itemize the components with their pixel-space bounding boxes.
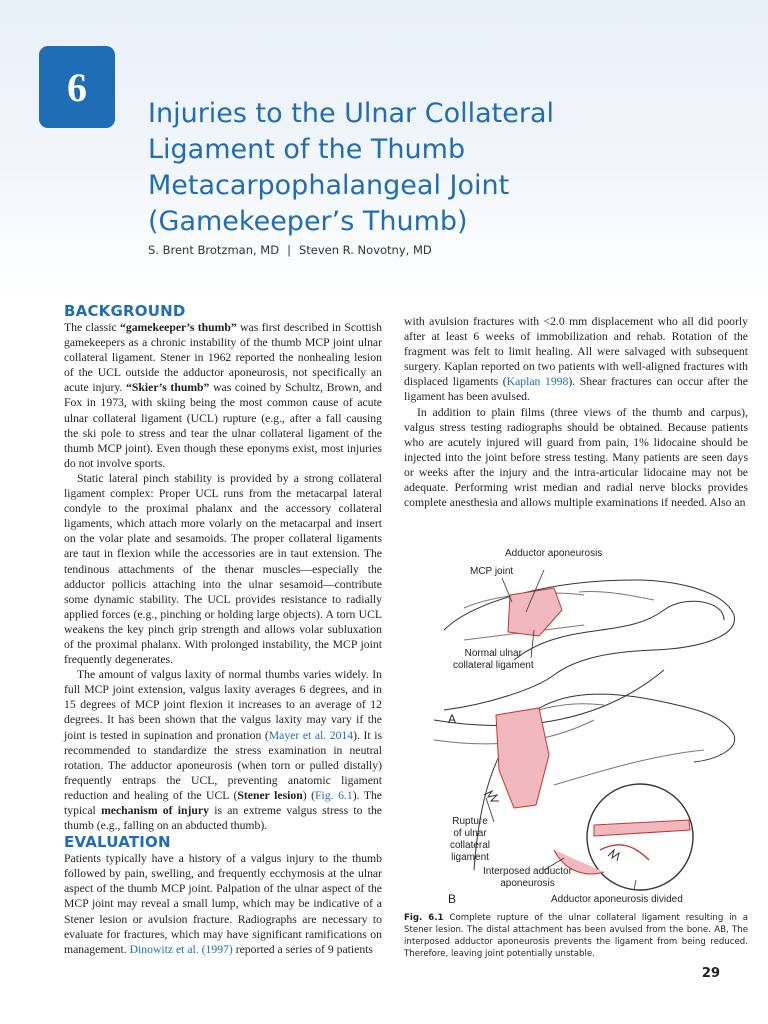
text-run: is an extreme valgus stress to the thumb (e.g., falling on an abducted thumb). — [64, 804, 382, 833]
bold-term: Stener lesion — [237, 788, 303, 802]
chapter-title-line: (Gamekeeper’s Thumb) — [148, 206, 468, 237]
paragraph — [404, 314, 748, 405]
author-name: S. Brent Brotzman, MD — [148, 243, 280, 257]
bold-term: “Skier’s thumb” — [126, 381, 210, 395]
paragraph — [64, 667, 382, 833]
text-run: The amount of valgus laxity of normal thumbs varies widely. In full MCP joint extension, valgus laxity averages 6 degrees, and in 15 degrees of MCP joint flexion it increases to an average of 12 degrees. It has been shown that the valgus laxity may vary if the joint is tested in supination and pronation ( — [64, 668, 382, 742]
section-heading-background: BACKGROUND — [64, 302, 186, 320]
ulnar-collateral-ligament-b — [496, 708, 549, 808]
text-run: with avulsion fractures with <2.0 mm displacement who all did poorly after at least 6 weeks of immobilization and rehab. Rotation of the fragment was felt to limit healing. All were salvaged with subsequent surgery. Kaplan reported on two patients with well-aligned fractures with displaced ligaments ( — [404, 315, 748, 389]
label-mcp-joint: MCP joint — [470, 566, 514, 577]
bone-line-b — [554, 750, 704, 785]
bold-term: mechanism of injury — [101, 804, 209, 817]
text-run: Patients typically have a history of a valgus injury to the thumb followed by pain, swelling, and frequently ecchymosis at the ulnar aspect of the thumb MCP joint. Palpation of the ulnar aspect of the MCP joint may reveal a small lump, which may be indicative of a Stener lesion or avulsion fracture. Radiographs are necessary to evaluate for fractures, which may have significant ramifications on management. — [64, 852, 382, 956]
label-interposed-aponeurosis: Interposed adductor aponeurosis — [483, 866, 572, 889]
chapter-title-line: Metacarpophalangeal Joint — [148, 170, 510, 201]
thumb-outline-a — [444, 580, 734, 710]
text-run: ). Shear fractures can occur after the ligament has been avulsed. — [404, 375, 748, 404]
text-run: The classic — [64, 321, 121, 334]
author-name: Steven R. Novotny, MD — [298, 243, 432, 257]
inset-magnification-circle — [587, 784, 693, 890]
paragraph — [64, 320, 382, 471]
paragraph: In addition to plain films (three views of the thumb and carpus), valgus stress testing radiographs should be obtained. Because patients who are acutely injured will guard from pain, 1% lidocaine should be injected into the joint before stress testing. Many patients are seen days or weeks after the injury and the intra-articular lidocaine may not be adequate. Performing wrist median and radial nerve blocks provides complete anesthesia and allows multiple examinations if needed. Also an — [404, 405, 748, 510]
text-run: ). It is recommended to standardize the stress examination in neutral rotation. The adductor aponeurosis (when torn or pulled distally) frequently entraps the UCL, preventing anatomic ligament reduction and healing of the UCL ( — [64, 728, 382, 802]
label-adductor-aponeurosis: Adductor aponeurosis — [505, 548, 603, 559]
figure-link[interactable]: Fig. 6.1 — [315, 788, 353, 802]
paragraph: Static lateral pinch stability is provided by a strong collateral ligament complex: Proper UCL runs from the metacarpal lateral condyle to the proximal phalanx and the accessory collateral ligaments, which attach more volarly on the metacarpal and insert on the volar plate and sesamoids. The proper collateral ligaments are taut in flexion while the accessories are in taut extension. The tendinous attachments of the thenar muscles—especially the adductor pollicis attaching into the ulnar sesamoid—contribute some dynamic stability. The UCL provides resistance to radially applied forces (e.g., pinching or holding large objects). A torn UCL weakens the key pinch grip strength and allows volar subluxation of the proximal phalanx. With prolonged instability, the MCP joint frequently degenerates. — [64, 471, 382, 667]
bone-line-a — [579, 592, 654, 600]
page-number: 29 — [701, 966, 720, 981]
panel-label-b: B — [448, 892, 457, 906]
bold-term: “gamekeeper’s thumb” — [120, 321, 237, 334]
chapter-title-line: Injuries to the Ulnar Collateral — [148, 98, 555, 129]
section-heading-evaluation: EVALUATION — [64, 833, 171, 852]
chapter-title-line: Ligament of the Thumb — [148, 134, 466, 165]
citation-link[interactable]: Kaplan 1998 — [506, 375, 569, 389]
author-separator: | — [287, 243, 291, 257]
text-run: ). The typical — [64, 788, 382, 817]
right-column — [404, 314, 748, 510]
citation-link[interactable]: Dinowitz et al. (1997) — [129, 942, 233, 956]
chapter-number-badge: 6 — [39, 46, 115, 128]
caption-label: Fig. 6.1 — [404, 913, 444, 923]
label-aponeurosis-divided: Adductor aponeurosis divided — [551, 894, 683, 905]
paragraph — [64, 851, 382, 957]
figure-6-1 — [404, 540, 748, 908]
citation-link[interactable]: Mayer et al. 2014 — [268, 728, 354, 742]
panel-label-a: A — [448, 712, 457, 726]
text-run: reported a series of 9 patients — [232, 942, 373, 956]
left-column — [64, 302, 382, 957]
chapter-authors — [148, 243, 432, 257]
label-rupture-ucl: Rupture of ulnar collateral ligament — [450, 816, 491, 863]
figure-caption — [404, 912, 748, 960]
text-run: ) ( — [302, 788, 316, 802]
chapter-title — [148, 96, 708, 240]
text-run: was coined by Schultz, Brown, and Fox in 1973, with skiing being the most common cause of acute ulnar collateral ligament (UCL) rupture (e.g., after a fall causing the ski pole to stress and tear the ulnar collateral ligament of the thumb MCP joint). Even though these eponyms exist, most injuries do not involve sports. — [64, 381, 383, 470]
text-run: was first described in Scottish gamekeepers as a chronic instability of the thumb MCP joint ulnar collateral ligament. Stener in 1962 reported the nonhealing lesion of the UCL outside the adductor aponeurosis, not specifically an acute injury. — [64, 321, 382, 395]
label-normal-ucl: Normal ulnar collateral ligament — [453, 648, 534, 671]
caption-text: Complete rupture of the ulnar collateral ligament resulting in a Stener lesion. The distal attachment has been avulsed from the bone. AB, The interposed adductor aponeurosis prevents the ligament from being reduced. Therefore, leaving joint potentially unstable. — [404, 913, 748, 959]
